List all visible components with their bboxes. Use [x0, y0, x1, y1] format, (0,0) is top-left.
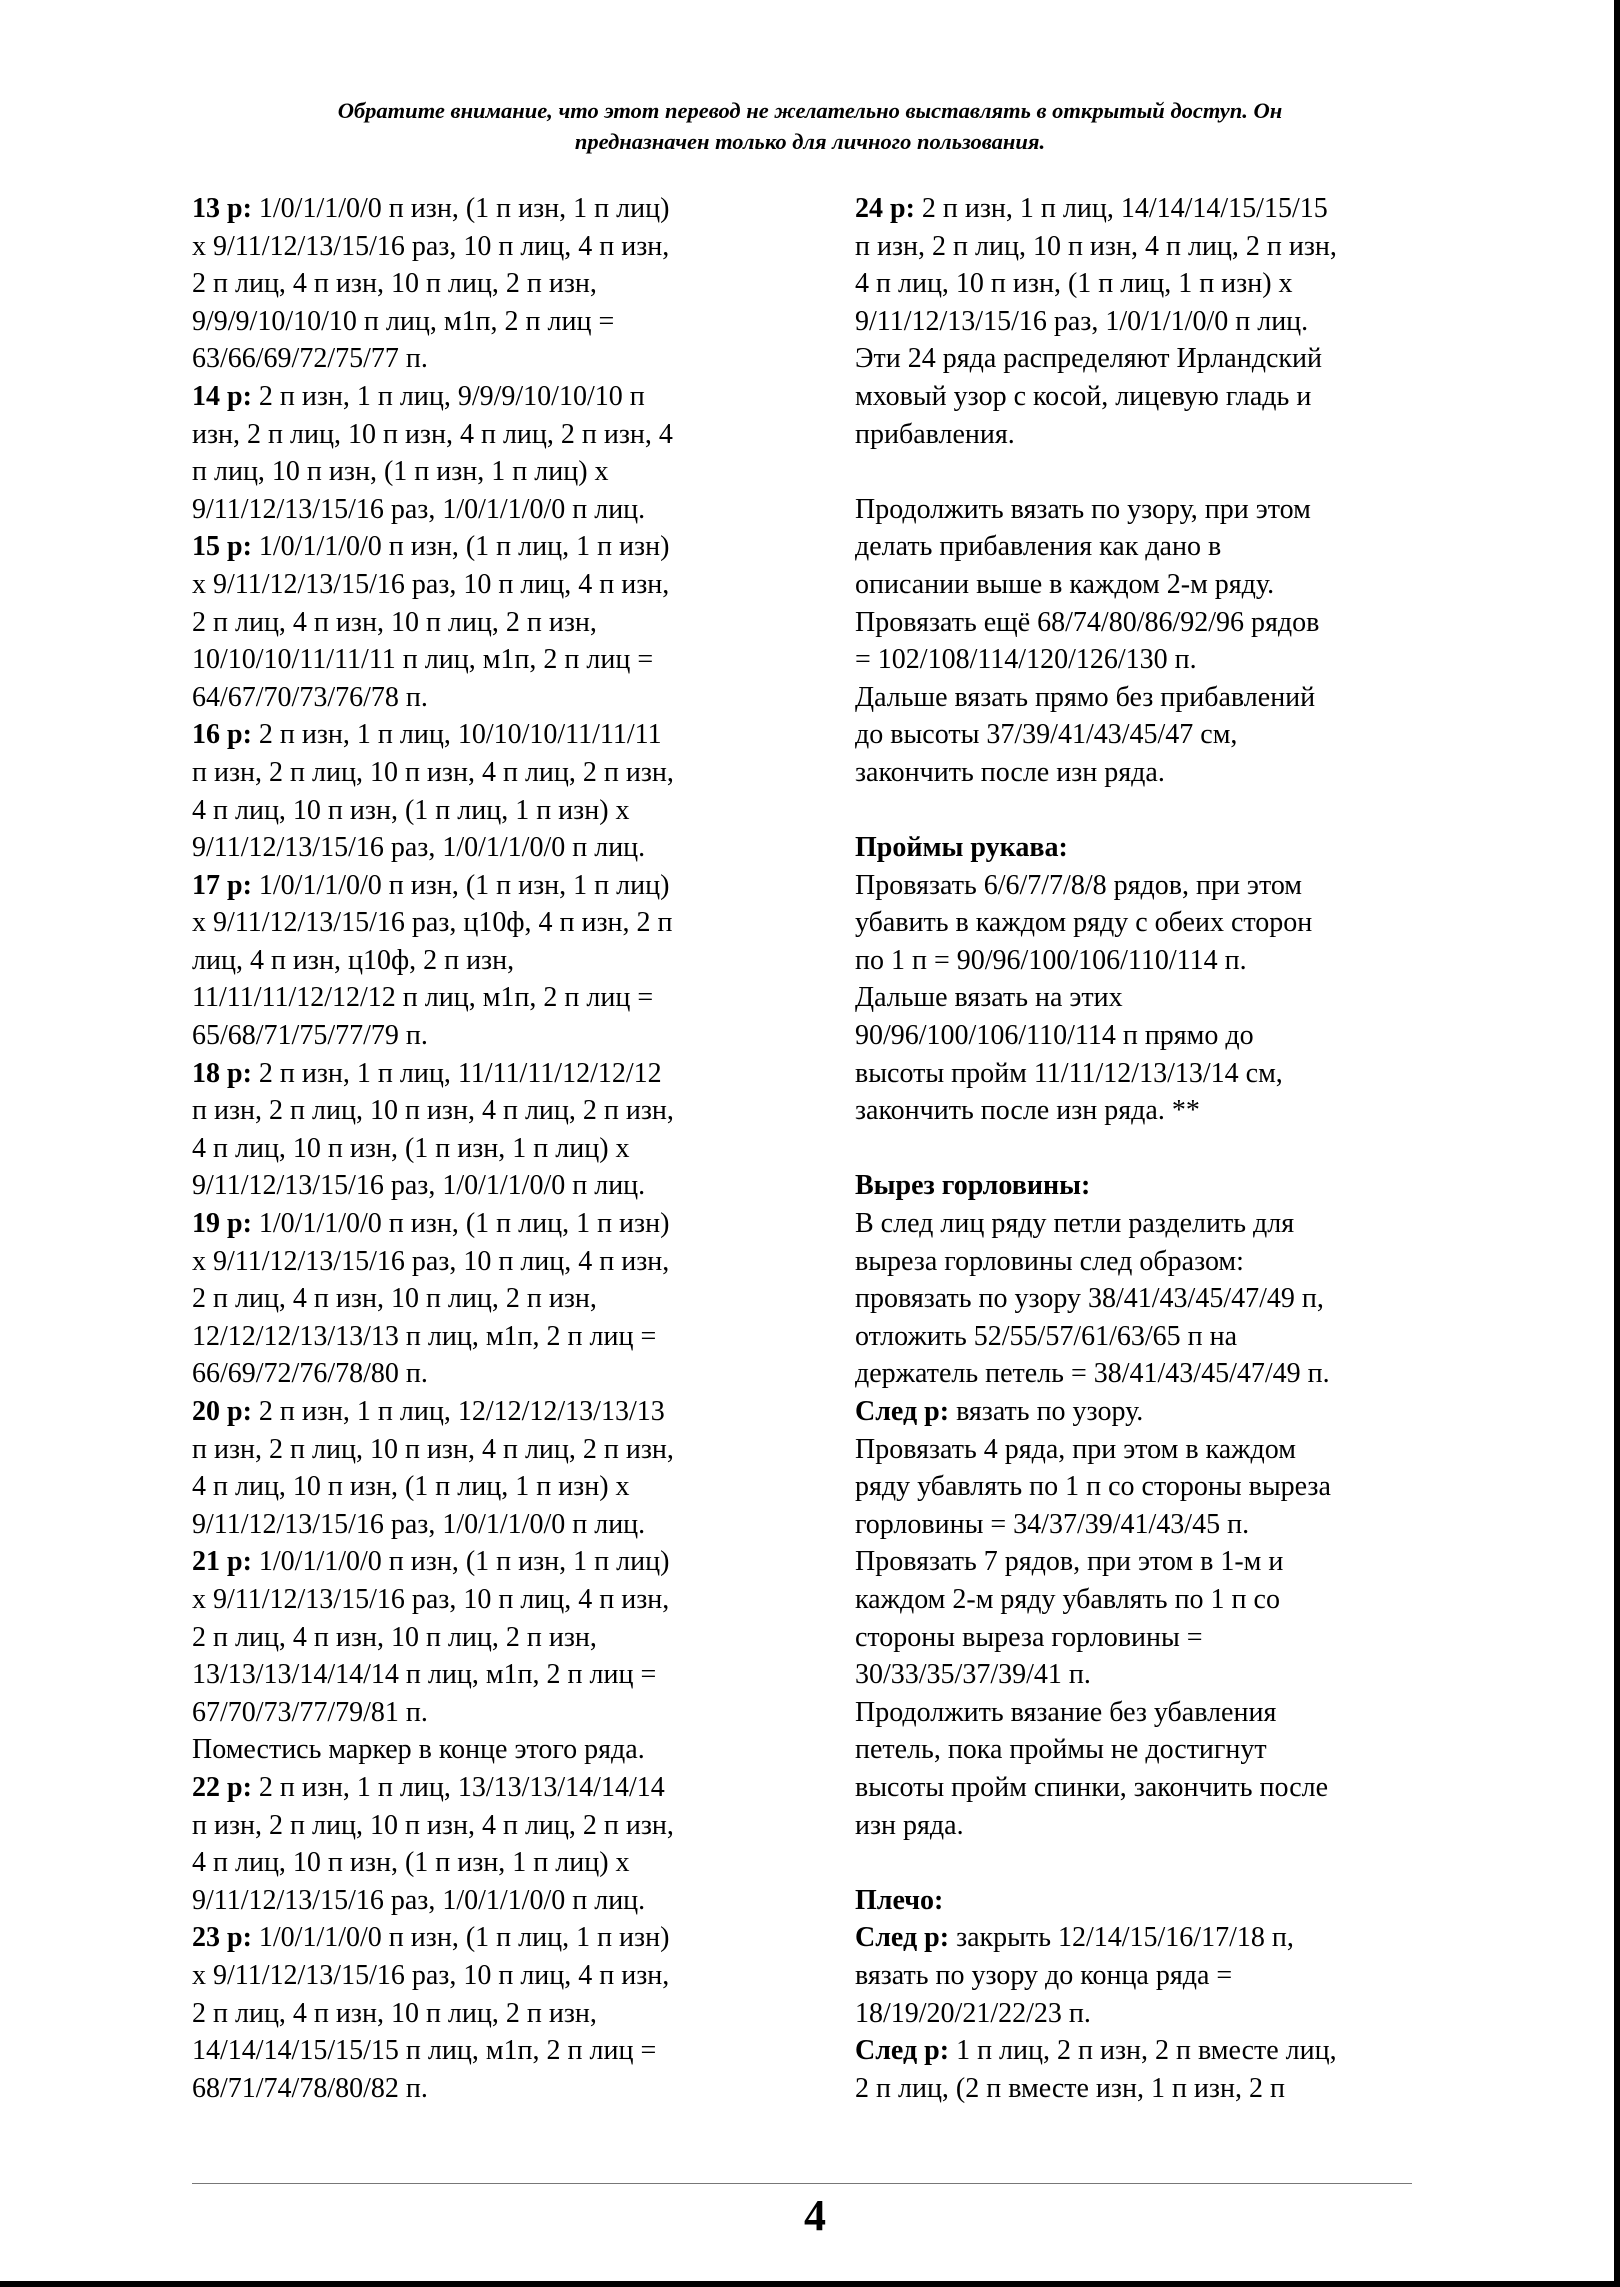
text-line: Провязать 7 рядов, при этом в 1-м и: [855, 1546, 1284, 1578]
next-row-label: След р:: [855, 1396, 950, 1427]
text-line: 66/69/72/76/78/80 п.: [192, 1358, 428, 1390]
text-line: 14/14/14/15/15/15 п лиц, м1п, 2 п лиц =: [192, 2035, 657, 2067]
row-label: 24 р:: [855, 193, 915, 224]
text-line: изн, 2 п лиц, 10 п изн, 4 п лиц, 2 п изн, 4: [192, 418, 673, 450]
text-line: 2 п лиц, 4 п изн, 10 п лиц, 2 п изн,: [192, 1621, 597, 1653]
text-line: 63/66/69/72/75/77 п.: [192, 343, 428, 375]
text-line: 1 п лиц, 2 п изн, 2 п вместе лиц,: [949, 2035, 1337, 2067]
row-label: 15 р:: [192, 531, 252, 563]
text-line: 4 п лиц, 10 п изн, (1 п изн, 1 п лиц) x: [192, 1847, 630, 1879]
text-line: x 9/11/12/13/15/16 раз, 10 п лиц, 4 п изн,: [192, 1959, 670, 1991]
text-line: Провязать ещё 68/74/80/86/92/96 рядов: [855, 606, 1320, 638]
text-line: п изн, 2 п лиц, 10 п изн, 4 п лиц, 2 п изн,: [855, 230, 1337, 262]
text-line: держатель петель = 38/41/43/45/47/49 п.: [855, 1358, 1330, 1390]
text-line: 12/12/12/13/13/13 п лиц, м1п, 2 п лиц =: [192, 1320, 657, 1352]
text-line: 4 п лиц, 10 п изн, (1 п лиц, 1 п изн) x: [855, 268, 1293, 300]
shoulder-paragraph: [855, 1919, 1430, 2107]
spacer: [855, 453, 1430, 491]
notice-line-2: предназначен только для личного пользования.: [574, 129, 1046, 154]
text-line: п изн, 2 п лиц, 10 п изн, 4 п лиц, 2 п изн,: [192, 756, 674, 788]
text-line: закончить после изн ряда. **: [855, 1095, 1200, 1127]
page-number: 4: [804, 2191, 826, 2240]
text-line: п изн, 2 п лиц, 10 п изн, 4 п лиц, 2 п изн,: [192, 1809, 674, 1841]
row-18: [192, 1055, 772, 1205]
text-line: 4 п лиц, 10 п изн, (1 п изн, 1 п лиц) x: [192, 1132, 630, 1164]
text-line: 9/11/12/13/15/16 раз, 1/0/1/1/0/0 п лиц.: [192, 832, 646, 864]
text-line: x 9/11/12/13/15/16 раз, 10 п лиц, 4 п изн,: [192, 230, 670, 262]
left-column: [192, 190, 772, 2107]
row-label: 20 р:: [192, 1396, 252, 1427]
text-line: лиц, 4 п изн, ц10ф, 2 п изн,: [192, 944, 515, 976]
text-line: каждом 2-м ряду убавлять по 1 п со: [855, 1583, 1280, 1615]
row-label: 13 р:: [192, 193, 252, 224]
right-column: [855, 190, 1430, 2107]
row-16: [192, 716, 772, 866]
text-line: п лиц, 10 п изн, (1 п изн, 1 п лиц) x: [192, 456, 609, 488]
text-line: закрыть 12/14/15/16/17/18 п,: [949, 1922, 1294, 1954]
row-label: 22 р:: [192, 1771, 252, 1803]
text-line: изн ряда.: [855, 1809, 964, 1841]
text-line: выреза горловины след образом:: [855, 1245, 1244, 1277]
text-line: 2 п лиц, (2 п вместе изн, 1 п изн, 2 п: [855, 2072, 1285, 2104]
row-19: [192, 1205, 772, 1393]
text-line: провязать по узору 38/41/43/45/47/49 п,: [855, 1283, 1324, 1315]
text-line: делать прибавления как дано в: [855, 531, 1222, 563]
text-line: петель, пока проймы не достигнут: [855, 1734, 1267, 1766]
text-line: 4 п лиц, 10 п изн, (1 п лиц, 1 п изн) x: [192, 1471, 630, 1503]
neckline-paragraph: [855, 1205, 1430, 1844]
text-line: закончить после изн ряда.: [855, 756, 1165, 788]
text-line: 30/33/35/37/39/41 п.: [855, 1659, 1091, 1691]
text-line: 65/68/71/75/77/79 п.: [192, 1020, 428, 1052]
text-line: 67/70/73/77/79/81 п.: [192, 1696, 428, 1728]
text-line: 9/11/12/13/15/16 раз, 1/0/1/1/0/0 п лиц.: [192, 1170, 646, 1202]
next-row-label: След р:: [855, 2035, 950, 2067]
text-line: 18/19/20/21/22/23 п.: [855, 1997, 1091, 2029]
text-line: прибавления.: [855, 418, 1015, 450]
row-17: [192, 867, 772, 1055]
text-line: 2 п лиц, 4 п изн, 10 п лиц, 2 п изн,: [192, 1283, 597, 1315]
armhole-heading: Проймы рукава:: [855, 832, 1068, 864]
row-15: [192, 528, 772, 716]
text-line: Продолжить вязать по узору, при этом: [855, 493, 1311, 525]
text-line: вязать по узору до конца ряда =: [855, 1959, 1233, 1991]
text-line: 1/0/1/1/0/0 п изн, (1 п изн, 1 п лиц): [251, 1546, 670, 1578]
text-line: высоты пройм 11/11/12/13/13/14 см,: [855, 1057, 1283, 1089]
notice-line-1: Обратите внимание, что этот перевод не желательно выставлять в открытый доступ. Он: [337, 98, 1283, 123]
text-line: 11/11/11/12/12/12 п лиц, м1п, 2 п лиц =: [192, 982, 654, 1014]
text-line: x 9/11/12/13/15/16 раз, 10 п лиц, 4 п изн,: [192, 1583, 670, 1615]
text-line: x 9/11/12/13/15/16 раз, 10 п лиц, 4 п изн,: [192, 568, 670, 600]
text-line: 4 п лиц, 10 п изн, (1 п лиц, 1 п изн) x: [192, 794, 630, 826]
text-line: = 102/108/114/120/126/130 п.: [855, 644, 1197, 676]
row-13: [192, 190, 772, 378]
row-23: [192, 1919, 772, 2107]
text-line: 2 п изн, 1 п лиц, 9/9/9/10/10/10 п: [251, 380, 645, 412]
text-line: 2 п изн, 1 п лиц, 13/13/13/14/14/14: [251, 1771, 665, 1803]
text-line: 2 п изн, 1 п лиц, 11/11/11/12/12/12: [251, 1057, 662, 1089]
text-line: стороны выреза горловины =: [855, 1621, 1203, 1653]
text-line: 9/11/12/13/15/16 раз, 1/0/1/1/0/0 п лиц.: [192, 1884, 646, 1916]
text-line: высоты пройм спинки, закончить после: [855, 1771, 1329, 1803]
text-line: Провязать 6/6/7/7/8/8 рядов, при этом: [855, 869, 1303, 901]
row-20: [192, 1393, 772, 1543]
copyright-notice: [195, 95, 1425, 157]
text-line: В след лиц ряду петли разделить для: [855, 1208, 1295, 1240]
text-line: 9/11/12/13/15/16 раз, 1/0/1/1/0/0 п лиц.: [192, 1508, 646, 1540]
text-line: Дальше вязать прямо без прибавлений: [855, 681, 1316, 713]
text-line: 9/11/12/13/15/16 раз, 1/0/1/1/0/0 п лиц.: [192, 493, 646, 525]
row-label: 19 р:: [192, 1208, 252, 1240]
row-label: 16 р:: [192, 719, 252, 751]
text-line: Продолжить вязание без убавления: [855, 1696, 1277, 1728]
text-line: 10/10/10/11/11/11 п лиц, м1п, 2 п лиц =: [192, 644, 654, 676]
text-line: по 1 п = 90/96/100/106/110/114 п.: [855, 944, 1247, 976]
row-label: 18 р:: [192, 1057, 252, 1089]
text-line: п изн, 2 п лиц, 10 п изн, 4 п лиц, 2 п изн,: [192, 1095, 674, 1127]
row-label: 14 р:: [192, 380, 252, 412]
text-line: горловины = 34/37/39/41/43/45 п.: [855, 1508, 1250, 1540]
text-line: 9/9/9/10/10/10 п лиц, м1п, 2 п лиц =: [192, 305, 615, 337]
spacer: [855, 792, 1430, 830]
continue-paragraph: [855, 491, 1430, 792]
text-line: 2 п лиц, 4 п изн, 10 п лиц, 2 п изн,: [192, 268, 597, 300]
row-label: 17 р:: [192, 869, 252, 901]
row-21: [192, 1543, 772, 1769]
shoulder-heading: Плечо:: [855, 1884, 944, 1916]
text-line: x 9/11/12/13/15/16 раз, 10 п лиц, 4 п изн,: [192, 1245, 670, 1277]
text-line: 13/13/13/14/14/14 п лиц, м1п, 2 п лиц =: [192, 1659, 657, 1691]
armhole-paragraph: [855, 867, 1430, 1130]
next-row-label: След р:: [855, 1922, 950, 1954]
text-line: 1/0/1/1/0/0 п изн, (1 п лиц, 1 п изн): [251, 1208, 670, 1240]
text-line: 2 п лиц, 4 п изн, 10 п лиц, 2 п изн,: [192, 606, 597, 638]
spacer: [855, 1130, 1430, 1168]
text-line: 1/0/1/1/0/0 п изн, (1 п изн, 1 п лиц): [251, 193, 670, 224]
text-line: 2 п изн, 1 п лиц, 10/10/10/11/11/11: [251, 719, 662, 751]
text-line: 1/0/1/1/0/0 п изн, (1 п изн, 1 п лиц): [251, 869, 670, 901]
text-line: ряду убавлять по 1 п со стороны выреза: [855, 1471, 1331, 1503]
text-line: мховый узор с косой, лицевую гладь и: [855, 380, 1312, 412]
text-line: до высоты 37/39/41/43/45/47 см,: [855, 719, 1238, 751]
row-label: 23 р:: [192, 1922, 252, 1954]
spacer: [855, 1844, 1430, 1882]
text-line: вязать по узору.: [949, 1396, 1144, 1427]
footer-divider: [192, 2183, 1412, 2184]
text-line: отложить 52/55/57/61/63/65 п на: [855, 1320, 1238, 1352]
row-14: [192, 378, 772, 528]
text-line: 2 п изн, 1 п лиц, 12/12/12/13/13/13: [251, 1396, 665, 1427]
text-line: Эти 24 ряда распределяют Ирландский: [855, 343, 1322, 375]
row-22: [192, 1769, 772, 1919]
row-24: [855, 190, 1430, 453]
text-line: 90/96/100/106/110/114 п прямо до: [855, 1020, 1254, 1052]
text-line: 68/71/74/78/80/82 п.: [192, 2072, 428, 2104]
text-line: п изн, 2 п лиц, 10 п изн, 4 п лиц, 2 п изн,: [192, 1433, 674, 1465]
text-line: Поместись маркер в конце этого ряда.: [192, 1734, 645, 1766]
row-label: 21 р:: [192, 1546, 252, 1578]
neckline-heading: Вырез горловины:: [855, 1170, 1091, 1202]
text-line: Дальше вязать на этих: [855, 982, 1123, 1014]
text-line: 1/0/1/1/0/0 п изн, (1 п лиц, 1 п изн): [251, 531, 670, 563]
text-line: x 9/11/12/13/15/16 раз, ц10ф, 4 п изн, 2 п: [192, 907, 673, 939]
text-line: убавить в каждом ряду с обеих сторон: [855, 907, 1313, 939]
text-line: 9/11/12/13/15/16 раз, 1/0/1/1/0/0 п лиц.: [855, 305, 1309, 337]
text-line: 1/0/1/1/0/0 п изн, (1 п лиц, 1 п изн): [251, 1922, 670, 1954]
text-line: 2 п изн, 1 п лиц, 14/14/14/15/15/15: [914, 193, 1328, 224]
text-line: Провязать 4 ряда, при этом в каждом: [855, 1433, 1296, 1465]
text-line: 2 п лиц, 4 п изн, 10 п лиц, 2 п изн,: [192, 1997, 597, 2029]
text-line: описании выше в каждом 2-м ряду.: [855, 568, 1275, 600]
text-line: 64/67/70/73/76/78 п.: [192, 681, 428, 713]
